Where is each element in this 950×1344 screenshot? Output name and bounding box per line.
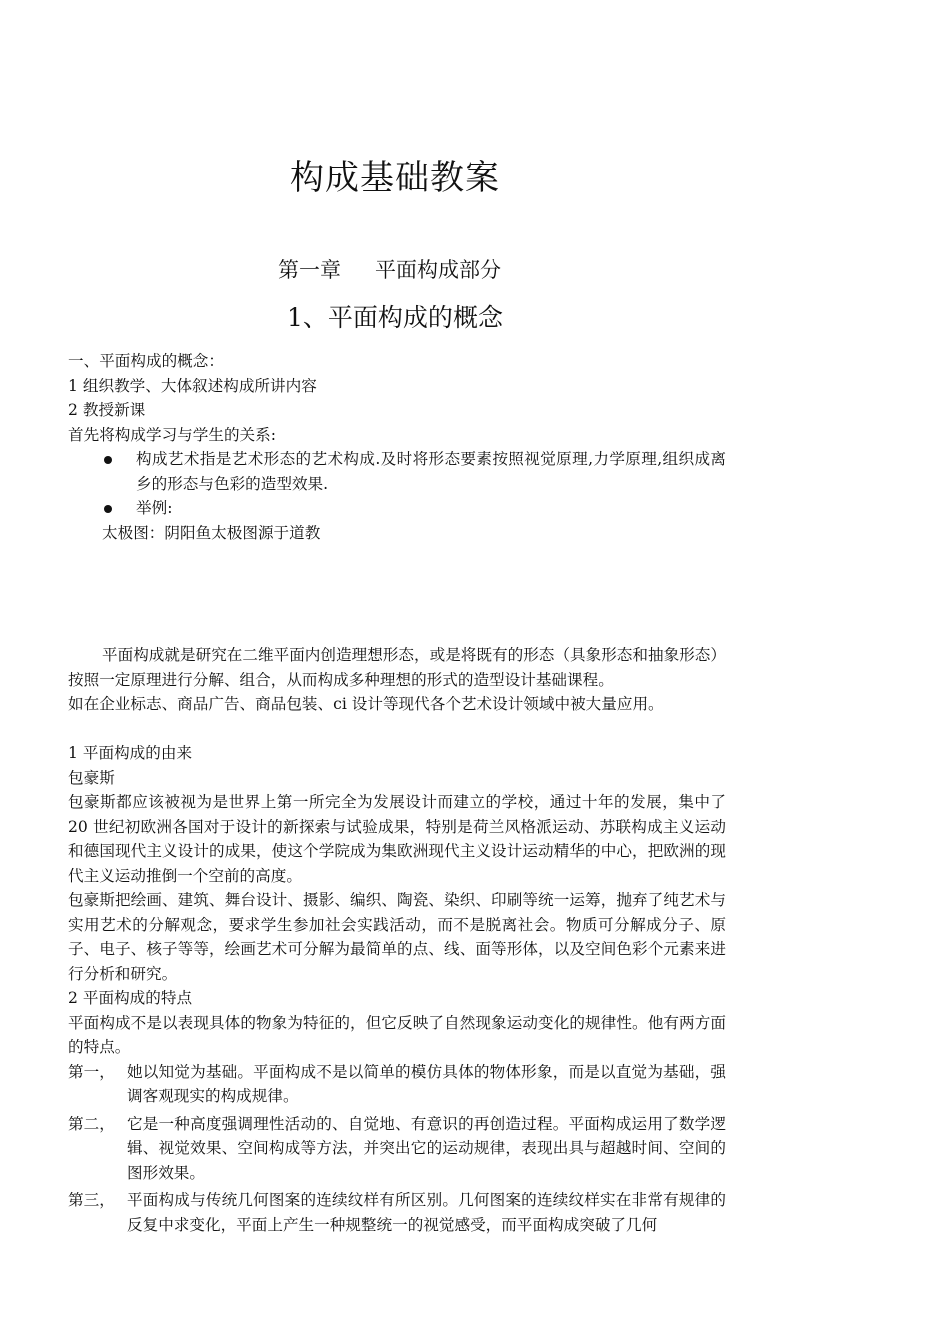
application-paragraph: 如在企业标志、商品广告、商品包装、ci 设计等现代各个艺术设计领域中被大量应用。 bbox=[68, 695, 664, 713]
image-placeholder-space bbox=[68, 545, 726, 643]
feature-ordinal: 第二， bbox=[68, 1114, 115, 1133]
bullet-text: 举例: bbox=[136, 499, 173, 517]
relation-heading: 首先将构成学习与学生的关系: bbox=[68, 425, 276, 444]
bullet-text: 构成艺术指是艺术形态的艺术构成.及时将形态要素按照视觉原理,力学原理,组织成离乡的形态与色彩的造型效果. bbox=[136, 450, 726, 493]
document-body bbox=[68, 349, 726, 1237]
bullet-icon bbox=[104, 456, 112, 464]
blank-line bbox=[68, 717, 726, 742]
definition-paragraph: 平面构成就是研究在二维平面内创造理想形态，或是将既有的形态（具象形态和抽象形态）按照一定原理进行分解、组合，从而构成多种理想的形式的造型设计基础课程。 bbox=[68, 646, 726, 689]
chapter-heading bbox=[278, 254, 501, 286]
intro-step-2: 2 教授新课 bbox=[68, 401, 146, 419]
origin-subheading: 包豪斯 bbox=[68, 768, 115, 787]
origin-paragraph-1: 包豪斯都应该被视为是世界上第一所完全为发展设计而建立的学校，通过十年的发展，集中了 20 世纪初欧洲各国对于设计的新探索与试验成果，特别是荷兰风格派运动、苏联构成主义运动和德国现代主义设计的成果，使这个学院成为集欧洲现代主义设计运动精华的中心，把欧洲的现代主义运动推倒一个空前的高度。 bbox=[68, 793, 726, 885]
section-title: 1、平面构成的概念 bbox=[287, 303, 503, 332]
feature-point bbox=[68, 1112, 726, 1186]
feature-point bbox=[68, 1188, 726, 1237]
feature-text: 平面构成与传统几何图案的连续纹样有所区别。几何图案的连续纹样实在非常有规律的反复中求变化，平面上产生一种规整统一的视觉感受，而平面构成突破了几何 bbox=[127, 1191, 726, 1234]
features-heading: 2 平面构成的特点 bbox=[68, 989, 193, 1007]
intro-step-1: 1 组织教学、大体叙述构成所讲内容 bbox=[68, 376, 317, 395]
feature-ordinal: 第一， bbox=[68, 1062, 115, 1081]
document-title: 构成基础教案 bbox=[290, 158, 500, 198]
feature-text: 她以知觉为基础。平面构成不是以简单的模仿具体的物体形象，而是以直觉为基础，强调客观现实的构成规律。 bbox=[127, 1062, 726, 1105]
bullet-icon bbox=[104, 505, 112, 513]
bullet-item bbox=[68, 496, 726, 521]
bullet-item bbox=[68, 447, 726, 496]
chapter-name: 平面构成部分 bbox=[375, 258, 501, 282]
feature-ordinal: 第三， bbox=[68, 1191, 115, 1209]
chapter-label: 第一章 bbox=[278, 258, 341, 282]
feature-point bbox=[68, 1060, 726, 1109]
origin-paragraph-2: 包豪斯把绘画、建筑、舞台设计、摄影、编织、陶瓷、染织、印刷等统一运筹，抛弃了纯艺术与实用艺术的分解观念，要求学生参加社会实践活动，而不是脱离社会。物质可分解成分子、原子、电子、核子等等，绘画艺术可分解为最简单的点、线、面等形体，以及空间色彩个元素来进行分析和研究。 bbox=[68, 891, 726, 983]
taiji-example: 太极图：阴阳鱼太极图源于道教 bbox=[102, 523, 321, 542]
features-paragraph: 平面构成不是以表现具体的物象为特征的，但它反映了自然现象运动变化的规律性。他有两方面的特点。 bbox=[68, 1013, 726, 1056]
feature-text: 它是一种高度强调理性活动的、自觉地、有意识的再创造过程。平面构成运用了数学逻辑、视觉效果、空间构成等方法，并突出它的运动规律，表现出具与超越时间、空间的图形效果。 bbox=[127, 1114, 726, 1182]
origin-heading: 1 平面构成的由来 bbox=[68, 744, 193, 762]
intro-heading: 一、平面构成的概念： bbox=[68, 352, 224, 370]
